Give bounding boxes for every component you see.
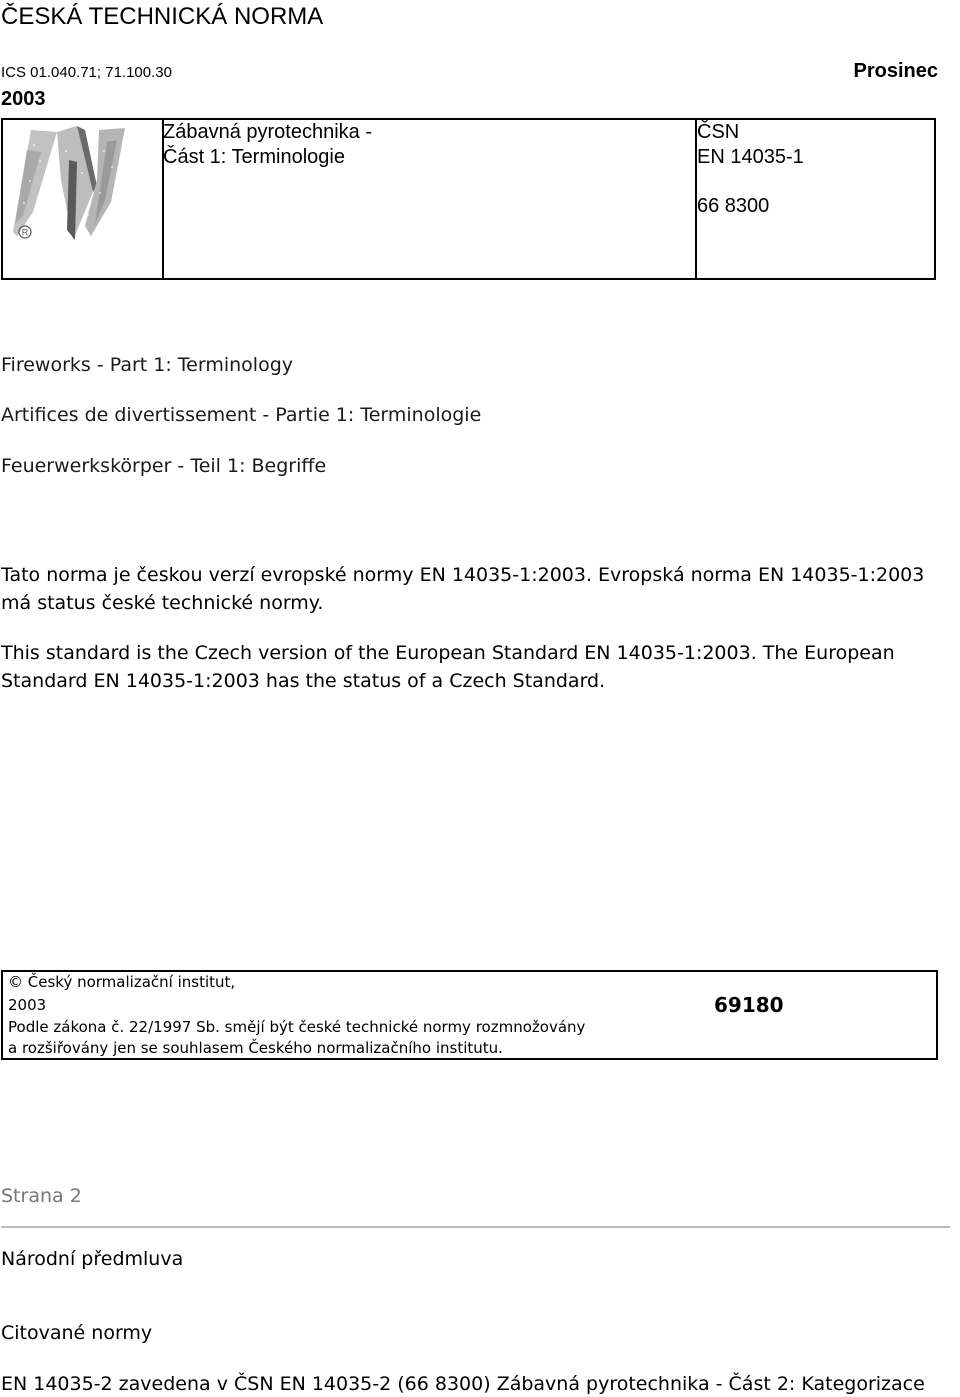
copyright-owner-line [8, 973, 235, 991]
section-national-foreword: Národní předmluva [1, 1248, 184, 1270]
logo-cell [3, 120, 162, 278]
publication-month: Prosinec [853, 60, 938, 82]
copyright-law-line-1: Podle zákona č. 22/1997 Sb. smějí být české technické normy rozmnožovány [8, 1018, 586, 1036]
copyright-icon: © [8, 973, 23, 991]
classification-number: 66 8300 [697, 195, 770, 217]
title-english: Fireworks - Part 1: Terminology [1, 354, 294, 376]
ics-code: ICS 01.040.71; 71.100.30 [1, 64, 172, 81]
publication-year: 2003 [1, 88, 46, 110]
copyright-year: 2003 [8, 996, 47, 1014]
copyright-law-line-2: a rozšiřovány jen se souhlasem Českého normalizačního institutu. [8, 1039, 503, 1057]
designation-block [697, 120, 804, 170]
svg-text:R: R [21, 227, 29, 238]
title-french: Artifices de divertissement - Partie 1: Terminologie [1, 404, 482, 426]
note-english: This standard is the Czech version of the European Standard EN 14035-1:2003. The European Standard EN 14035-1:2003 has the status of a Czech Standard. [1, 642, 895, 692]
page-separator [1, 1226, 950, 1228]
title-line-2: Část 1: Terminologie [163, 146, 345, 168]
catalog-number: 69180 [714, 993, 784, 1017]
standard-designation: EN 14035-1 [697, 146, 804, 168]
note-czech: Tato norma je českou verzí evropské normy EN 14035-1:2003. Evropská norma EN 14035-1:2003 má status české technické normy. [1, 564, 925, 614]
title-german: Feuerwerkskörper - Teil 1: Begriffe [1, 455, 327, 477]
copyright-owner: Český normalizační institut, [27, 973, 236, 991]
cited-standard-entry: EN 14035-2 zavedena v ČSN EN 14035-2 (66 8300) Zábavná pyrotechnika - Část 2: Kategorizace [1, 1373, 925, 1395]
title-line-1: Zábavná pyrotechnika - [163, 121, 373, 143]
csni-logo-icon [3, 120, 162, 278]
section-cited-standards: Citované normy [1, 1322, 153, 1344]
page-number: Strana 2 [1, 1185, 82, 1207]
standard-title-cs [163, 120, 372, 170]
csn-label: ČSN [697, 121, 740, 143]
registered-icon [19, 226, 31, 238]
document-type-title: ČESKÁ TECHNICKÁ NORMA [1, 3, 324, 30]
